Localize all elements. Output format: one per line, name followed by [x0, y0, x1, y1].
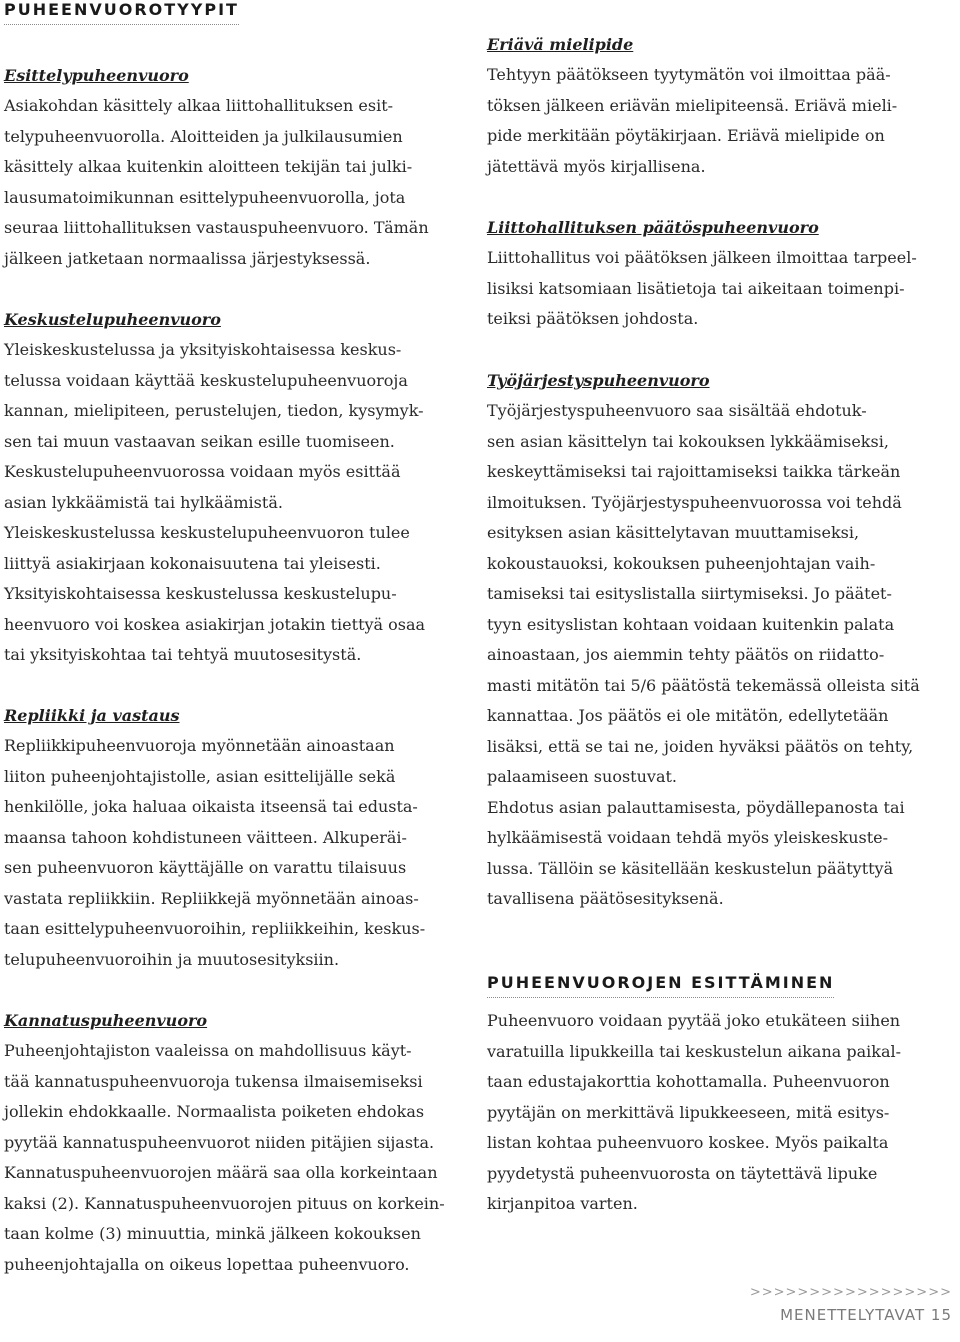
- text-line: puheenjohtajalla on oikeus lopettaa puheenvuoro.: [4, 1254, 410, 1274]
- text-line: keskeyttämiseksi tai rajoittamiseksi taikka tärkeän: [487, 462, 901, 481]
- text-line: kokoustauoksi, kokouksen puheenjohtajan vaih-: [487, 553, 876, 573]
- footer-section-name: MENETTELYTAVAT: [780, 1306, 926, 1324]
- paatos-heading: Liittohallituksen päätöspuheenvuoro: [487, 218, 819, 237]
- text-line: Tehtyyn päätökseen tyytymätön voi ilmoittaa pää-: [487, 65, 891, 84]
- text-line: telupuheenvuoroihin ja muutosesityksiin.: [4, 949, 340, 969]
- tyojarjestys-body: [487, 396, 920, 915]
- paatos-section: [487, 213, 917, 335]
- text-line: seuraa liittohallituksen vastauspuheenvuoro. Tämän: [4, 218, 429, 237]
- text-line: palaamiseen suostuvat.: [487, 767, 677, 786]
- text-line: taan edustajakorttia kohottamalla. Puheenvuoron: [487, 1072, 890, 1091]
- text-line: liittyä asiakirjaan kokonaisuutena tai yleisesti.: [4, 553, 381, 573]
- text-line: henkilölle, joka haluaa oikaista itseensä tai edusta-: [4, 797, 418, 816]
- text-line: liiton puheenjohtajistolle, asian esittelijälle sekä: [4, 766, 396, 786]
- text-line: jälkeen jatketaan normaalissa järjestyksessä.: [4, 248, 371, 268]
- esittaminen-section: [487, 1006, 901, 1220]
- text-line: taan esittelypuheenvuoroihin, repliikkeihin, keskus-: [4, 919, 426, 938]
- text-line: sen tai muun vastaavan seikan esille tuomiseen.: [4, 431, 395, 451]
- text-line: Asiakohdan käsittely alkaa liittohallituksen esit-: [4, 96, 394, 115]
- text-line: telypuheenvuorolla. Aloitteiden ja julkilausumien: [4, 126, 403, 146]
- text-line: varatuilla lipukkeilla tai keskustelun aikana paikal-: [487, 1041, 902, 1061]
- esittaminen-body: [487, 1006, 901, 1220]
- text-line: kirjanpitoa varten.: [487, 1194, 638, 1213]
- text-line: Puheenjohtajiston vaaleissa on mahdollisuus käyt-: [4, 1041, 412, 1060]
- text-line: asian lykkäämistä tai hylkäämistä.: [4, 492, 283, 512]
- text-line: käsittely alkaa kuitenkin aloitteen tekijän tai julki-: [4, 157, 413, 176]
- text-line: pyydetystä puheenvuorosta on täytettävä lipuke: [487, 1163, 878, 1183]
- paatos-body: [487, 243, 917, 335]
- text-line: pyytäjän on merkittävä lipukkeeseen, mitä esitys-: [487, 1102, 890, 1122]
- text-line: esityksen asian käsittelytavan muuttamiseksi,: [487, 523, 860, 542]
- text-line: Liittohallitus voi päätöksen jälkeen ilmoittaa tarpeel-: [487, 248, 917, 267]
- eriava-section: [487, 30, 897, 182]
- text-line: Työjärjestyspuheenvuoro saa sisältää ehdotuk-: [487, 401, 867, 420]
- eriava-heading: Eriävä mielipide: [487, 35, 634, 54]
- text-line: kannattaa. Jos päätös ei ole mitätön, edellytetään: [487, 706, 889, 725]
- kannatus-body: [4, 1036, 445, 1280]
- repliikki-body: [4, 731, 425, 975]
- esittely-heading: Esittelypuheenvuoro: [4, 66, 189, 85]
- text-line: jollekin ehdokkaalle. Normaalista poiketen ehdokas: [4, 1102, 425, 1121]
- text-line: taan kolme (3) minuuttia, minkä jälkeen kokouksen: [4, 1224, 421, 1243]
- kannatus-heading: Kannatuspuheenvuoro: [4, 1011, 208, 1030]
- text-line: pide merkitään pöytäkirjaan. Eriävä mielipide on: [487, 126, 885, 145]
- text-line: masti mitätön tai 5/6 päätöstä tekemässä olleista sitä: [487, 675, 920, 695]
- text-line: Kannatuspuheenvuorojen määrä saa olla korkeintaan: [4, 1163, 438, 1182]
- text-line: telussa voidaan käyttää keskustelupuheenvuoroja: [4, 370, 408, 390]
- repliikki-section: [4, 701, 425, 975]
- eriava-body: [487, 60, 897, 182]
- keskustelu-heading: Keskustelupuheenvuoro: [4, 310, 221, 329]
- text-line: tavallisena päätösesityksenä.: [487, 889, 724, 908]
- text-line: Yleiskeskustelussa ja yksityiskohtaisessa keskus-: [4, 340, 402, 359]
- text-line: lisiksi katsomiaan lisätietoja tai aikeitaan toimenpi-: [487, 278, 905, 298]
- text-line: lisäksi, että se tai ne, joiden hyväksi päätös on tehty,: [487, 736, 914, 756]
- text-line: Repliikkipuheenvuoroja myönnetään ainoastaan: [4, 736, 395, 755]
- page-footer: [750, 1285, 952, 1324]
- footer-arrows: >>>>>>>>>>>>>>>>>: [749, 1285, 952, 1300]
- text-line: sen asian käsittelyn tai kokouksen lykkäämiseksi,: [487, 431, 889, 451]
- text-line: tamiseksi tai esityslistalla siirtymiseksi. Jo päätet-: [487, 584, 892, 603]
- text-line: kaksi (2). Kannatuspuheenvuorojen pituus on korkein-: [4, 1193, 445, 1213]
- text-line: ainoastaan, jos aiemmin tehty päätös on riidatto-: [487, 645, 885, 664]
- tyojarjestys-section: [487, 366, 920, 915]
- esittely-body: [4, 91, 429, 274]
- text-line: maansa tahoon kohdistuneen väitteen. Alkuperäi-: [4, 827, 407, 847]
- text-line: sen puheenvuoron käyttäjälle on varattu tilaisuus: [4, 858, 407, 877]
- section-title-puheenvuorotyypit: PUHEENVUOROTYYPIT: [4, 0, 239, 25]
- text-line: hylkäämisestä voidaan tehdä myös yleiskeskuste-: [487, 828, 889, 847]
- text-line: Puheenvuoro voidaan pyytää joko etukäteen siihen: [487, 1011, 901, 1030]
- text-line: vastata repliikkiin. Repliikkejä myönnetään ainoas-: [4, 888, 419, 908]
- text-line: pyytää kannatuspuheenvuorot niiden pitäjien sijasta.: [4, 1132, 435, 1152]
- text-line: jätettävä myös kirjallisena.: [487, 156, 706, 176]
- text-line: tyyn esityslistan kohtaan voidaan kuitenkin palata: [487, 614, 895, 634]
- kannatus-section: [4, 1006, 445, 1280]
- text-line: ilmoituksen. Työjärjestyspuheenvuorossa voi tehdä: [487, 492, 902, 512]
- repliikki-heading: Repliikki ja vastaus: [4, 706, 180, 725]
- keskustelu-body: [4, 335, 425, 671]
- text-line: lausumatoimikunnan esittelypuheenvuorolla, jota: [4, 187, 406, 207]
- text-line: Yleiskeskustelussa keskustelupuheenvuoron tulee: [4, 523, 410, 542]
- text-line: Keskustelupuheenvuorossa voidaan myös esittää: [4, 462, 401, 481]
- text-line: lussa. Tällöin se käsitellään keskustelun päätyttyä: [487, 858, 894, 878]
- page-number: 15: [930, 1306, 952, 1324]
- text-line: töksen jälkeen eriävän mielipiteensä. Eriävä mieli-: [487, 95, 898, 115]
- tyojarjestys-heading: Työjärjestyspuheenvuoro: [487, 371, 710, 390]
- footer-label: [750, 1306, 952, 1324]
- text-line: listan kohtaa puheenvuoro koskee. Myös paikalta: [487, 1133, 889, 1152]
- text-line: heenvuoro voi koskea asiakirjan jotakin tiettyä osaa: [4, 614, 426, 634]
- text-line: tai yksityiskohtaa tai tehtyä muutosesitystä.: [4, 645, 362, 664]
- text-line: kannan, mielipiteen, perustelujen, tiedon, kysymyk-: [4, 401, 424, 420]
- text-line: Yksityiskohtaisessa keskustelussa keskustelupu-: [4, 584, 397, 603]
- section-title-esittaminen: PUHEENVUOROJEN ESITTÄMINEN: [487, 973, 834, 998]
- text-line: Ehdotus asian palauttamisesta, pöydällepanosta tai: [487, 797, 905, 817]
- keskustelu-section: [4, 305, 425, 671]
- text-line: teiksi päätöksen johdosta.: [487, 309, 699, 328]
- text-line: tää kannatuspuheenvuoroja tukensa ilmaisemiseksi: [4, 1071, 423, 1091]
- esittely-section: [4, 61, 429, 274]
